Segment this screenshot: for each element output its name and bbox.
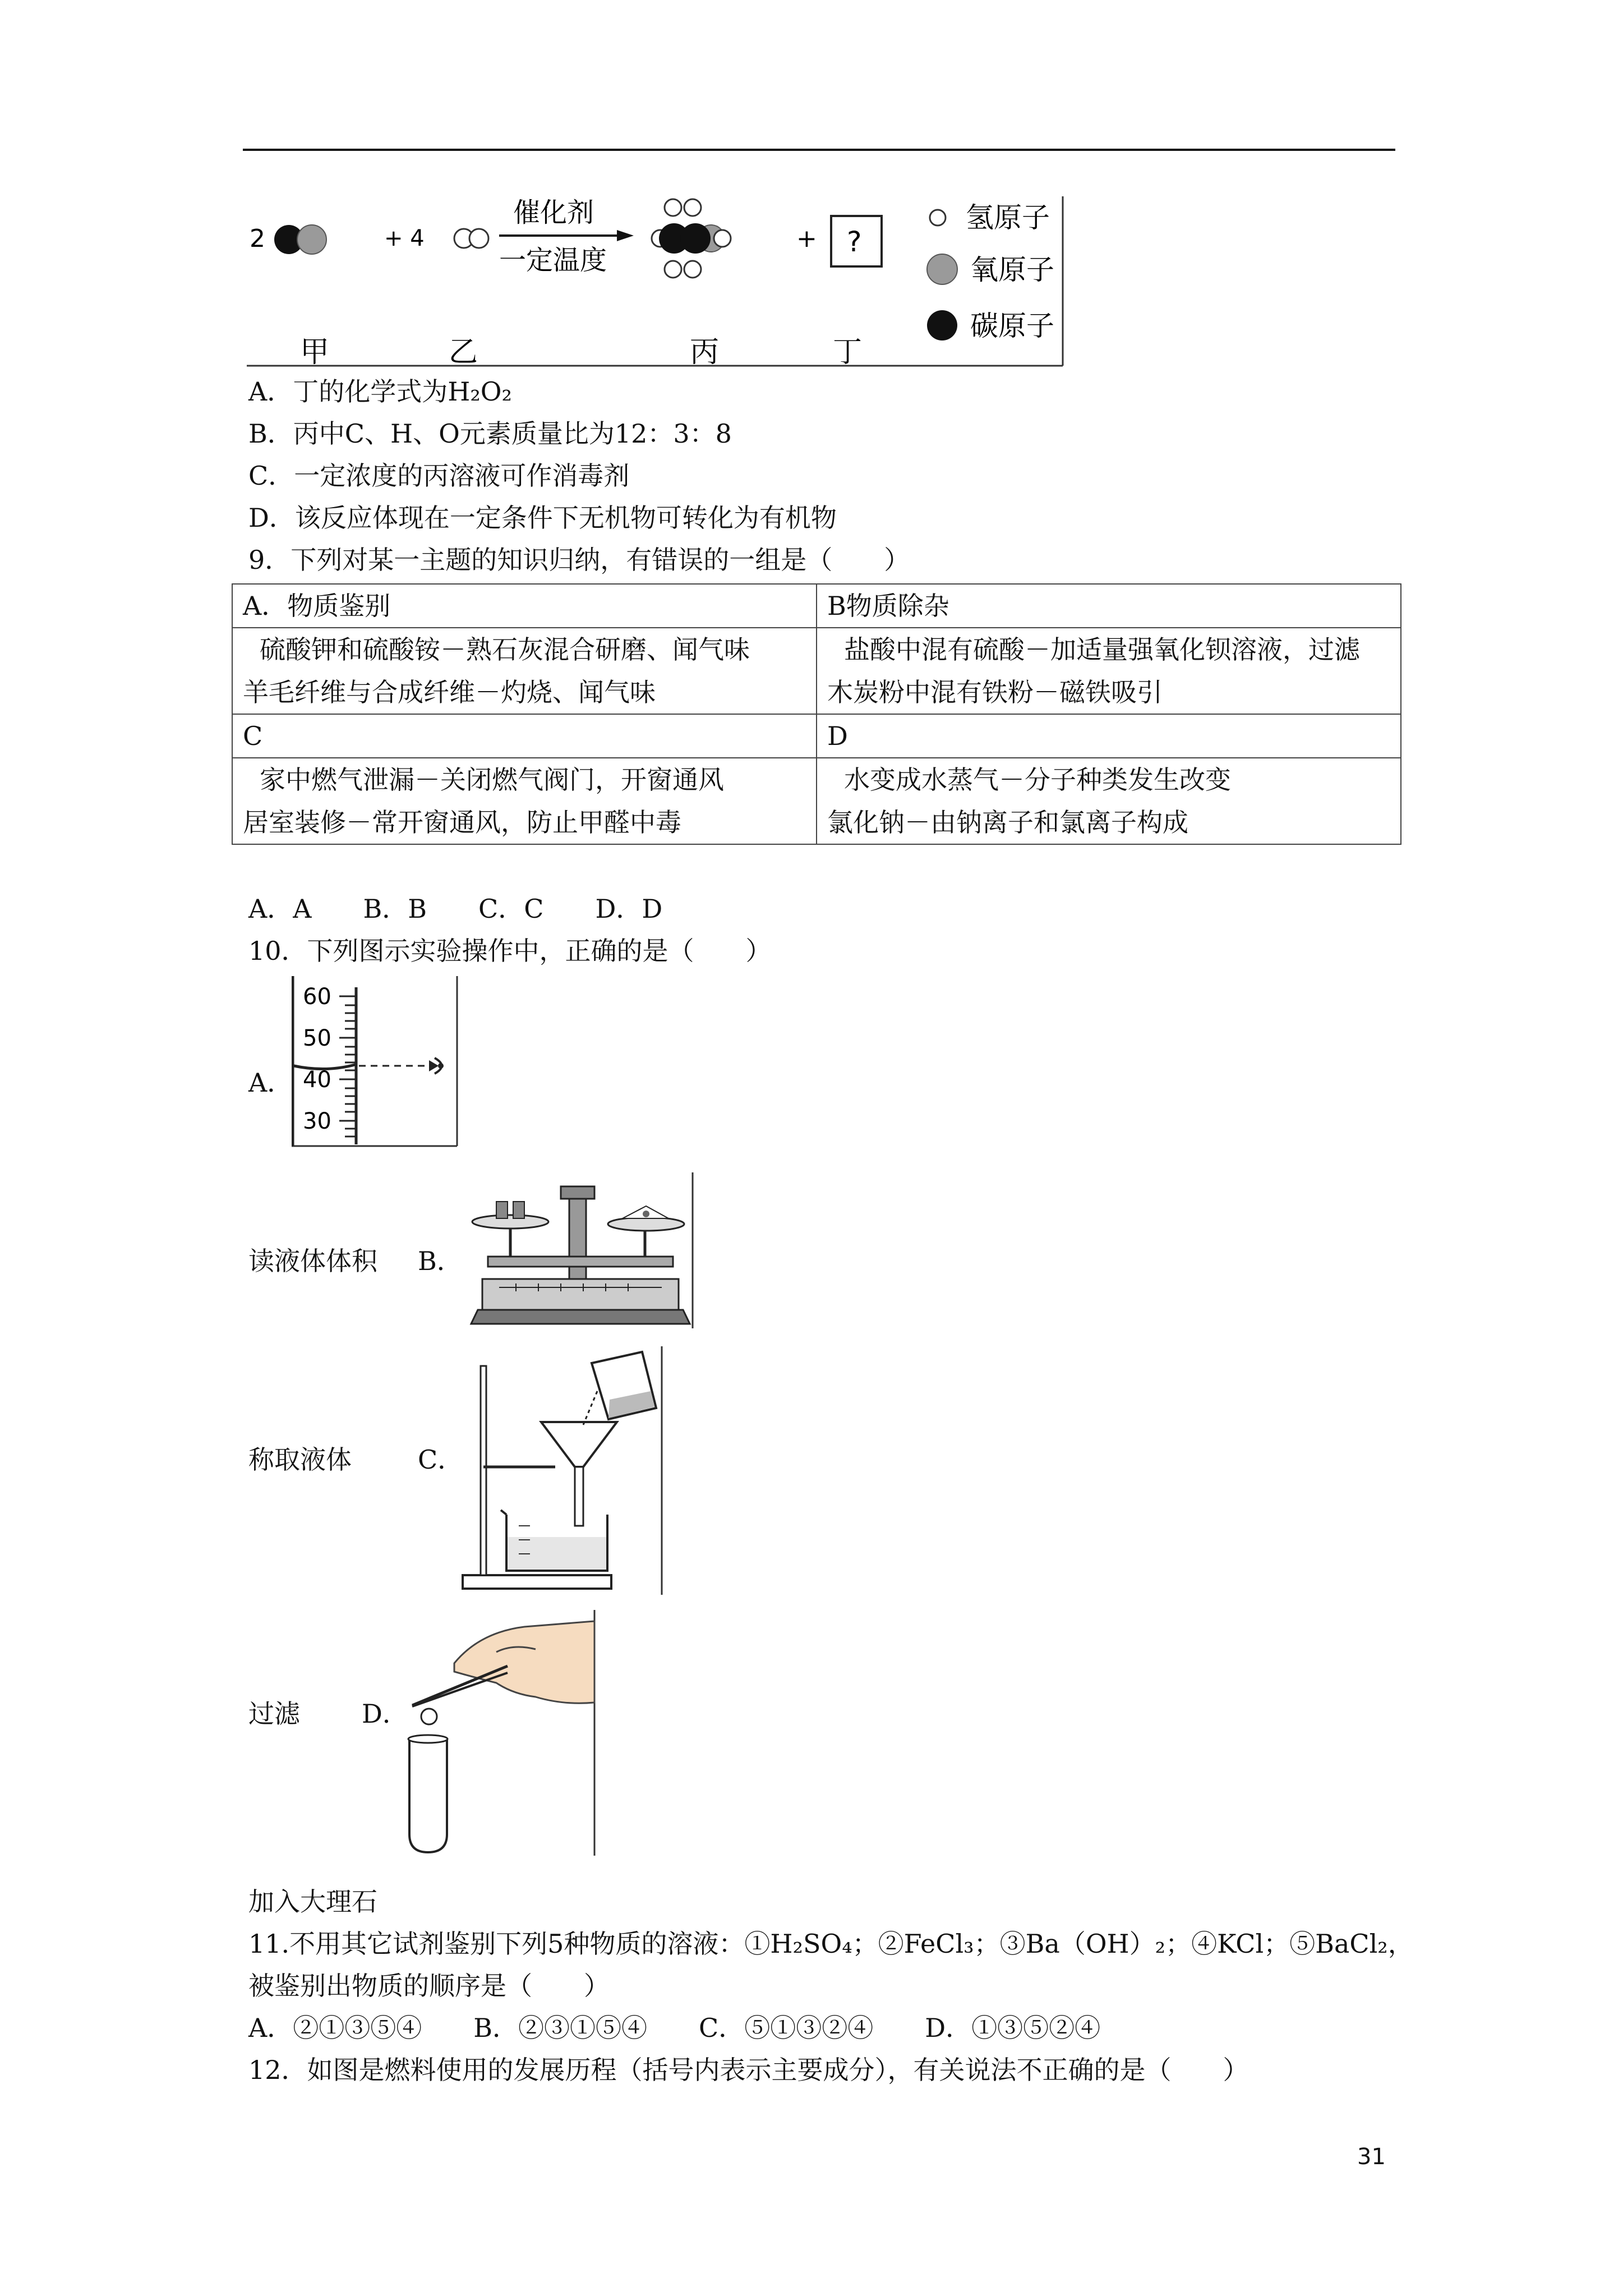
carbon-atom (680, 223, 711, 254)
cell-c-line1: 家中燃气泄漏－关闭燃气阀门，开窗通风 (260, 765, 724, 795)
catalyst-label: 催化剂 (513, 197, 594, 228)
q10-b-label: B． (418, 1246, 463, 1276)
hydrogen-atom (684, 261, 701, 278)
filtration-icon (457, 1346, 665, 1596)
cell-c-body (232, 758, 817, 844)
q10-b-caption: 称取液体 (248, 1444, 352, 1475)
cell-a-head: A．物质鉴别 (232, 584, 817, 628)
test-tube-icon (395, 1610, 597, 1857)
filtration-figure (457, 1346, 665, 1596)
q10-stem: 10．下列图示实验操作中，正确的是（ ） (248, 936, 772, 966)
q10-c-caption: 过滤 (248, 1699, 300, 1729)
cell-c-head: C (232, 714, 817, 758)
legend-carbon: 碳原子 (970, 310, 1054, 342)
name-jia: 甲 (300, 335, 330, 367)
coef-yi: + 4 (384, 226, 425, 251)
cell-a-line2: 羊毛纤维与合成纤维－灼烧、闻气味 (243, 677, 656, 707)
reaction-figure (247, 191, 1066, 367)
cell-b-body (817, 628, 1401, 714)
cell-d-line2: 氯化钠－由钠离子和氯离子构成 (827, 807, 1188, 838)
cell-b-head: B物质除杂 (817, 584, 1401, 628)
balance-figure (465, 1172, 695, 1329)
q10-d-caption: 加入大理石 (248, 1887, 377, 1917)
reaction-diagram (247, 191, 1066, 367)
coef-jia: 2 (250, 224, 265, 253)
cell-c-line2: 居室装修－常开窗通风，防止甲醛中毒 (243, 807, 681, 838)
condition-label: 一定温度 (499, 245, 607, 276)
cell-d-line1: 水变成水蒸气－分子种类发生改变 (844, 765, 1231, 795)
graduated-cylinder-icon (292, 976, 460, 1147)
header-rule (243, 149, 1395, 151)
cell-a-body (232, 628, 817, 714)
q10-d-label: D． (362, 1699, 408, 1729)
q8-option-c: C．一定浓度的丙溶液可作消毒剂 (248, 461, 630, 491)
hydrogen-atom (469, 229, 488, 248)
name-ding: 丁 (833, 335, 863, 367)
legend-oxygen: 氧原子 (970, 254, 1054, 286)
cell-a-line1: 硫酸钾和硫酸铵－熟石灰混合研磨、闻气味 (260, 634, 750, 665)
cylinder-figure (292, 976, 460, 1147)
hydrogen-atom (665, 199, 681, 216)
tick-40: 40 (303, 1067, 331, 1093)
q9-options: A．A B．B C．C D．D (248, 894, 663, 924)
tick-60: 60 (303, 984, 331, 1010)
oxygen-atom (297, 225, 326, 254)
test-tube-figure (395, 1610, 597, 1857)
cell-d-body (817, 758, 1401, 844)
unknown-mark: ? (847, 226, 862, 258)
legend-hydrogen: 氢原子 (966, 201, 1050, 234)
hydrogen-atom (684, 199, 701, 216)
cell-b-line2: 木炭粉中混有铁粉－磁铁吸引 (827, 677, 1163, 707)
page-number: 31 (1357, 2144, 1386, 2170)
hydrogen-atom (714, 230, 731, 247)
q12-stem: 12．如图是燃料使用的发展历程（括号内表示主要成分），有关说法不正确的是（ ） (248, 2055, 1249, 2085)
carbon-legend-icon (927, 310, 957, 341)
table-row (232, 584, 1401, 628)
q10-c-label: C． (418, 1444, 464, 1475)
name-yi: 乙 (449, 335, 478, 367)
hydrogen-legend-icon (930, 210, 946, 226)
q9-stem: 9．下列对某一主题的知识归纳，有错误的一组是（ ） (248, 545, 910, 575)
plus-sign: + (796, 224, 817, 253)
q11-stem: 11.不用其它试剂鉴别下列5种物质的溶液：①H₂SO₄；②FeCl₃；③Ba（OH）₂；④KCl；⑤BaCl₂， (248, 1929, 1414, 1959)
q10-a-caption: 读液体体积 (248, 1246, 377, 1276)
table-row (232, 714, 1401, 758)
balance-icon (465, 1172, 695, 1329)
tick-50: 50 (303, 1025, 331, 1051)
q10-a-label: A． (248, 1068, 293, 1098)
hydrogen-atom (665, 261, 681, 278)
oxygen-legend-icon (927, 254, 957, 284)
q9-knowledge-table (232, 583, 1401, 845)
q8-option-a: A．丁的化学式为H₂O₂ (248, 376, 512, 407)
tick-30: 30 (303, 1108, 331, 1134)
table-row (232, 758, 1401, 844)
cell-d-head: D (817, 714, 1401, 758)
q11-stem-2: 被鉴别出物质的顺序是（ ） (248, 1971, 610, 2001)
q8-option-b: B．丙中C、H、O元素质量比为12：3：8 (248, 418, 732, 449)
cell-b-line1: 盐酸中混有硫酸－加适量强氧化钡溶液，过滤 (844, 634, 1360, 665)
q8-option-d: D．该反应体现在一定条件下无机物可转化为有机物 (248, 503, 837, 533)
name-bing: 丙 (690, 335, 720, 367)
table-row (232, 628, 1401, 714)
q11-options: A．②①③⑤④ B．②③①⑤④ C．⑤①③②④ D．①③⑤②④ (248, 2013, 1101, 2043)
